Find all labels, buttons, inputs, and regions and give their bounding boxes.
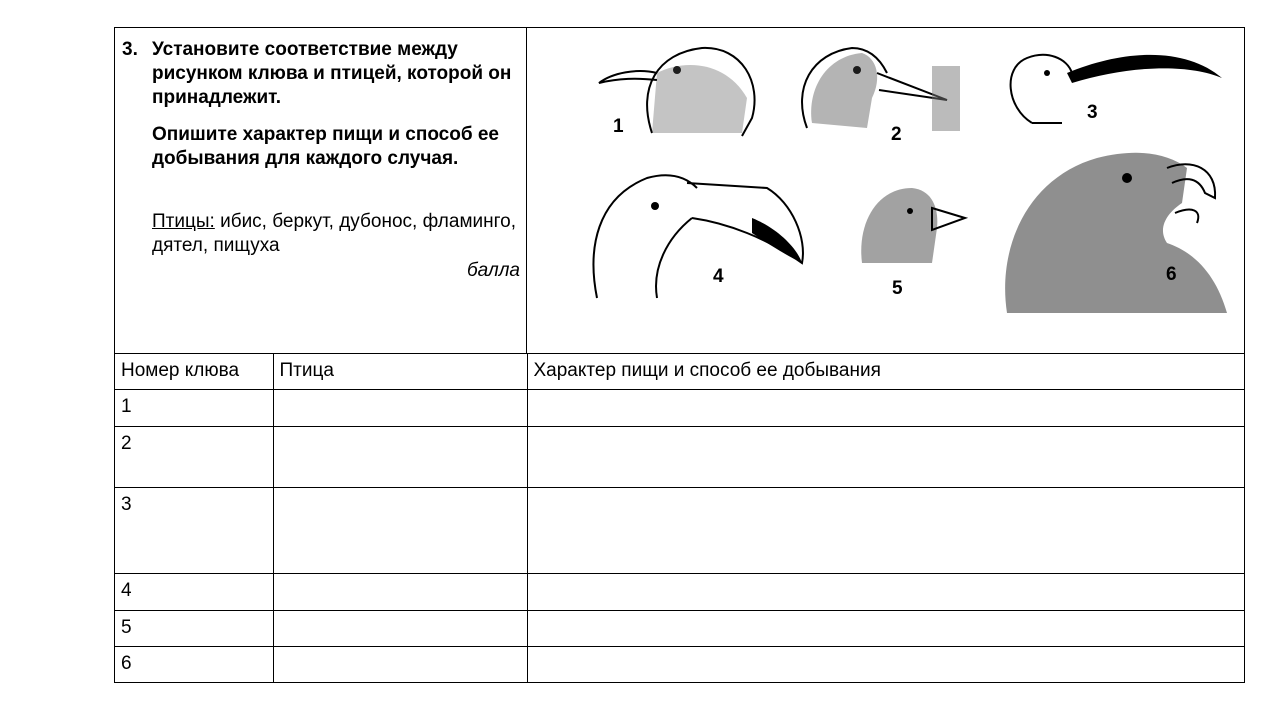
header-beak-number: Номер клюва: [115, 354, 273, 390]
birds-list: [152, 210, 522, 258]
question-text: Установите соответствие между рисунком клюва и птицей, которой он принадлежит.: [152, 39, 512, 108]
table-row: [115, 611, 1244, 647]
table-row: [115, 488, 1244, 574]
instruction-text: Опишите характер пищи и способ ее добывания для каждого случая.: [152, 124, 500, 169]
beak-figure: [527, 28, 1244, 353]
description-answer-cell[interactable]: [527, 427, 1244, 488]
description-answer-cell[interactable]: [527, 611, 1244, 647]
task-text-cell: [115, 28, 527, 353]
table-row: [115, 427, 1244, 488]
beak-drawings: [527, 28, 1244, 353]
beak-label-3: 3: [1087, 102, 1098, 123]
row-number: 5: [115, 611, 273, 647]
beak-2-drawing: [802, 48, 960, 131]
table-row: [115, 574, 1244, 611]
bird-answer-cell[interactable]: [273, 574, 527, 611]
description-answer-cell[interactable]: [527, 574, 1244, 611]
question-number: 3.: [122, 39, 138, 60]
table-row: [115, 647, 1244, 683]
row-number: 6: [115, 647, 273, 683]
bird-answer-cell[interactable]: [273, 611, 527, 647]
bird-answer-cell[interactable]: [273, 427, 527, 488]
row-number: 4: [115, 574, 273, 611]
table-row: [115, 390, 1244, 427]
description-answer-cell[interactable]: [527, 647, 1244, 683]
beak-4-drawing: [594, 175, 803, 298]
beak-label-6: 6: [1166, 264, 1177, 285]
description-answer-cell[interactable]: [527, 390, 1244, 427]
task-sheet: [114, 27, 1245, 683]
beak-label-1: 1: [613, 116, 624, 137]
question: [122, 38, 522, 110]
beak-6-drawing: [1005, 153, 1227, 313]
bird-answer-cell[interactable]: [273, 647, 527, 683]
points-label: балла: [466, 260, 520, 281]
beak-label-2: 2: [891, 124, 902, 145]
description-answer-cell[interactable]: [527, 488, 1244, 574]
bird-answer-cell[interactable]: [273, 390, 527, 427]
beak-label-5: 5: [892, 278, 903, 299]
header-food-description: Характер пищи и способ ее добывания: [527, 354, 1244, 390]
beak-5-drawing: [861, 188, 965, 263]
table-header-row: [115, 354, 1244, 390]
bird-answer-cell[interactable]: [273, 488, 527, 574]
row-number: 1: [115, 390, 273, 427]
beak-label-4: 4: [713, 266, 724, 287]
beak-3-drawing: [1011, 55, 1222, 123]
answer-table: [115, 353, 1244, 683]
row-number: 2: [115, 427, 273, 488]
header-bird: Птица: [273, 354, 527, 390]
birds-names: ибис, беркут, дубонос, фламинго, дятел, пищуха: [152, 211, 516, 256]
row-number: 3: [115, 488, 273, 574]
birds-label: Птицы:: [152, 211, 215, 232]
